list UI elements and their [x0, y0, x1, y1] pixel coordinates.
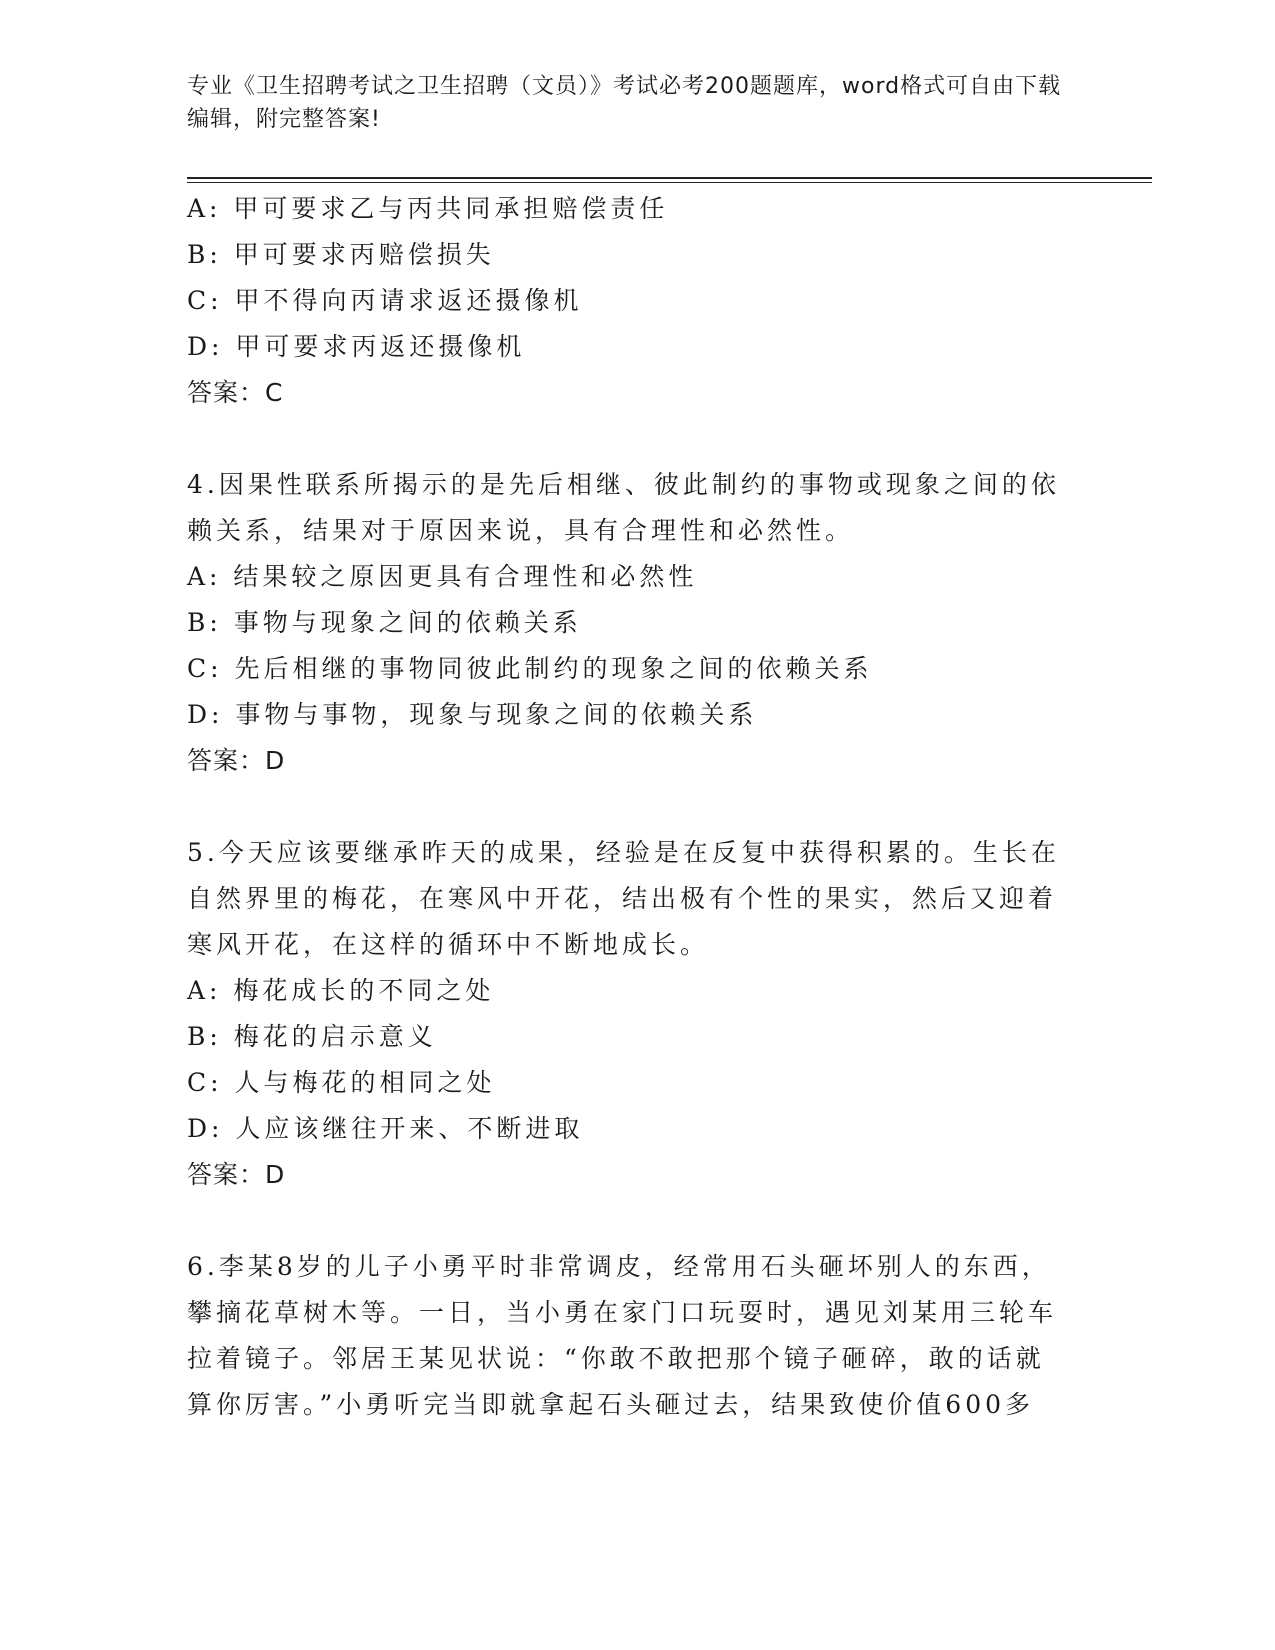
option-c: C: 人与梅花的相同之处 [187, 1068, 496, 1097]
question-stem: 4.因果性联系所揭示的是先后相继、彼此制约的事物或现象之间的依赖关系，结果对于原因来说，具有合理性和必然性。 [187, 470, 1060, 545]
answer: 答案：D [187, 746, 286, 775]
option-d: D: 甲可要求丙返还摄像机 [187, 332, 526, 361]
question-3 [187, 186, 1067, 416]
option-b: B: 事物与现象之间的依赖关系 [187, 608, 582, 637]
question-stem: 5.今天应该要继承昨天的成果，经验是在反复中获得积累的。生长在自然界里的梅花，在寒风中开花，结出极有个性的果实，然后又迎着寒风开花，在这样的循环中不断地成长。 [187, 838, 1060, 959]
option-a: A: 结果较之原因更具有合理性和必然性 [187, 562, 698, 591]
option-a: A: 甲可要求乙与丙共同承担赔偿责任 [187, 194, 669, 223]
option-b: B: 甲可要求丙赔偿损失 [187, 240, 495, 269]
option-c: C: 先后相继的事物同彼此制约的现象之间的依赖关系 [187, 654, 873, 683]
option-c: C: 甲不得向丙请求返还摄像机 [187, 286, 583, 315]
option-d: D: 人应该继往开来、不断进取 [187, 1114, 584, 1143]
question-5 [187, 830, 1067, 1198]
question-stem: 6.李某8岁的儿子小勇平时非常调皮，经常用石头砸坏别人的东西，攀摘花草树木等。一日，当小勇在家门口玩耍时，遇见刘某用三轮车拉着镜子。邻居王某见状说：“你敢不敢把那个镜子砸碎，敢的话就算你厉害。”小勇听完当即就拿起石头砸过去，结果致使价值600多 [187, 1252, 1058, 1419]
option-a: A: 梅花成长的不同之处 [187, 976, 495, 1005]
option-d: D: 事物与事物，现象与现象之间的依赖关系 [187, 700, 758, 729]
question-6 [187, 1244, 1067, 1428]
header-rule-thick [187, 177, 1152, 179]
document-body [187, 186, 1067, 1428]
answer: 答案：C [187, 378, 284, 407]
document-header: 专业《卫生招聘考试之卫生招聘（文员）》考试必考200题题库，word格式可自由下载编辑，附完整答案! [187, 74, 1062, 132]
header-rule-thin [187, 182, 1152, 183]
answer: 答案：D [187, 1160, 286, 1189]
option-b: B: 梅花的启示意义 [187, 1022, 437, 1051]
question-4 [187, 462, 1067, 784]
